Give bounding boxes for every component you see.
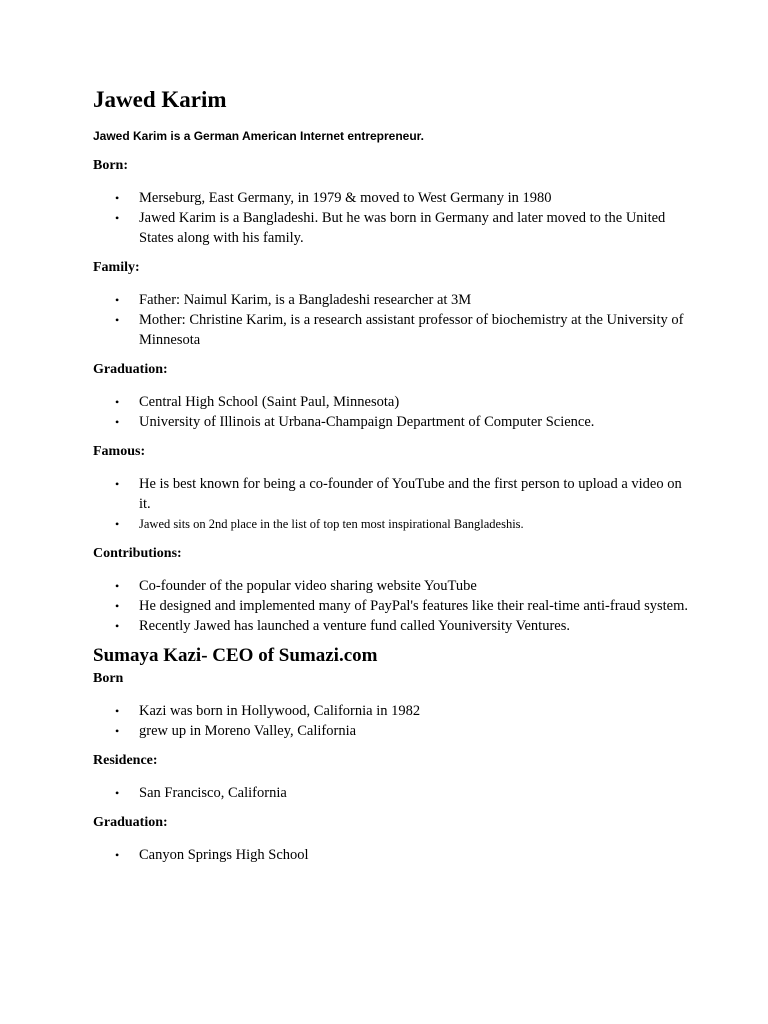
list-item: • Central High School (Saint Paul, Minnesota) [115, 394, 400, 410]
person1-born-label: Born: [93, 158, 128, 173]
list-item: • Co-founder of the popular video sharing website YouTube [115, 578, 477, 594]
list-item: • grew up in Moreno Valley, California [115, 723, 357, 739]
person1-contributions-list [93, 576, 693, 636]
bullet-icon: • [115, 704, 120, 718]
person2-graduation-list [93, 845, 693, 865]
bullet-icon: • [115, 293, 120, 307]
person2-born-label: Born [93, 671, 124, 686]
person1-graduation-list [93, 392, 693, 432]
bullet-icon: • [115, 786, 120, 800]
bullet-icon: • [115, 477, 120, 491]
bullet-icon: • [115, 395, 120, 409]
person2-name-heading: Sumaya Kazi- CEO of Sumazi.com [93, 645, 378, 666]
list-item: • San Francisco, California [115, 785, 287, 801]
person1-born-list [93, 188, 693, 248]
person1-family-label: Family: [93, 260, 140, 275]
document-page [93, 86, 693, 865]
list-item: • Kazi was born in Hollywood, California in 1982 [115, 703, 421, 719]
list-item: • Jawed sits on 2nd place in the list of top ten most inspirational Bangladeshis. [93, 514, 693, 534]
list-item: • University of Illinois at Urbana-Champaign Department of Computer Science. [115, 414, 595, 430]
person1-name-heading: Jawed Karim [93, 87, 227, 112]
bullet-icon: • [115, 619, 120, 633]
person1-intro: Jawed Karim is a German American Internet entrepreneur. [93, 129, 425, 143]
person2-residence-list [93, 783, 693, 803]
list-item: • Mother: Christine Karim, is a research assistant professor of biochemistry at the University of Minnesota [115, 312, 684, 348]
bullet-icon: • [115, 724, 120, 738]
list-item: • Recently Jawed has launched a venture fund called Youniversity Ventures. [115, 618, 570, 634]
list-item: • Merseburg, East Germany, in 1979 & moved to West Germany in 1980 [115, 190, 552, 206]
bullet-icon: • [115, 415, 120, 429]
bullet-icon: • [115, 313, 120, 327]
bullet-icon: • [115, 579, 120, 593]
bullet-icon: • [115, 599, 120, 613]
person1-family-list [93, 290, 693, 350]
list-item: • Canyon Springs High School [115, 847, 309, 863]
bullet-icon: • [115, 211, 120, 225]
list-item: • Jawed Karim is a Bangladeshi. But he was born in Germany and later moved to the United States along with his family. [115, 210, 666, 246]
bullet-icon: • [115, 191, 120, 205]
bullet-icon: • [115, 517, 120, 531]
person2-graduation-label: Graduation: [93, 815, 168, 830]
list-item: • Father: Naimul Karim, is a Bangladeshi researcher at 3M [115, 292, 472, 308]
bullet-icon: • [115, 848, 120, 862]
list-item: • He is best known for being a co-founder of YouTube and the first person to upload a video on it. [115, 476, 682, 512]
person2-residence-label: Residence: [93, 753, 158, 768]
person1-famous-label: Famous: [93, 444, 146, 459]
person1-famous-list [93, 474, 693, 534]
person1-graduation-label: Graduation: [93, 362, 168, 377]
person1-contributions-label: Contributions: [93, 546, 182, 561]
person2-born-list [93, 701, 693, 741]
list-item: • He designed and implemented many of PayPal's features like their real-time anti-fraud system. [115, 598, 689, 614]
